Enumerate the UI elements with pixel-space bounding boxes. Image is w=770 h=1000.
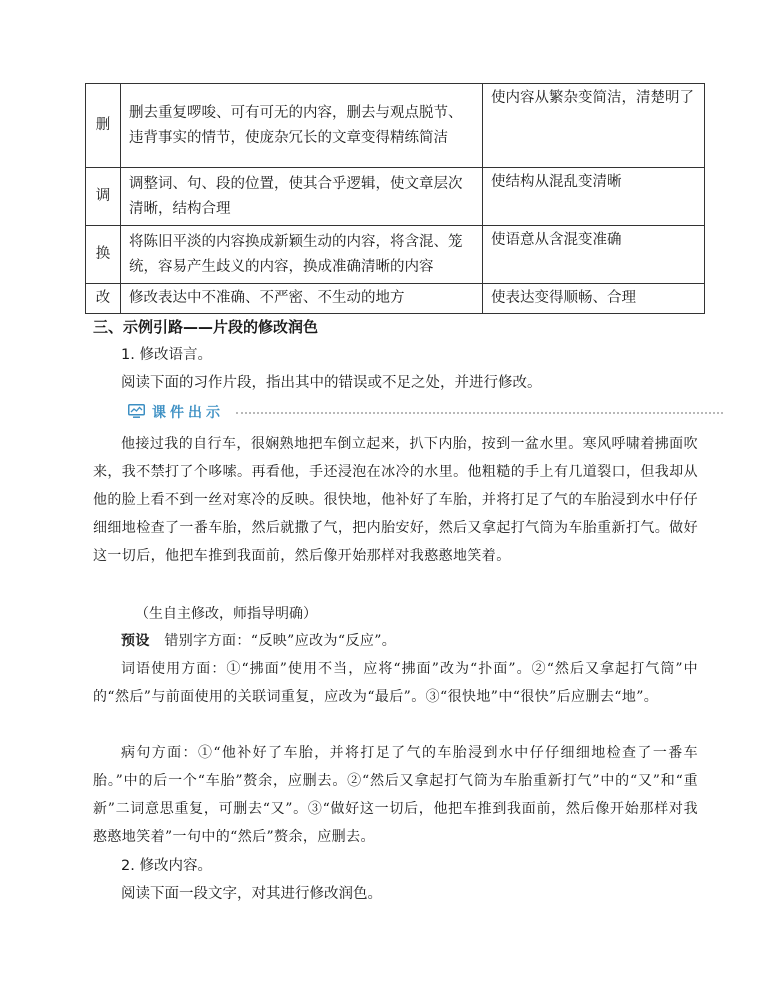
courseware-screen-icon xyxy=(128,404,145,418)
instruction-1: 阅读下面的习作片段，指出其中的错误或不足之处，并进行修改。 xyxy=(121,375,542,391)
typo-text: 错别字方面：“反映”应改为“反应”。 xyxy=(164,633,397,649)
table-row xyxy=(86,226,705,284)
answer-tag: 预设 xyxy=(121,633,150,649)
teacher-note: （生自主修改，师指导明确） xyxy=(135,606,317,622)
instruction-2: 阅读下面一段文字，对其进行修改润色。 xyxy=(121,886,382,902)
draft-passage: 他接过我的自行车，很娴熟地把车倒立起来，扒下内胎，按到一盆水里。寒风呼啸着拂面吹来，我不禁打了个哆嗦。再看他，手还浸泡在冰冷的水里。他粗糙的手上有几道裂口，但我却从他的脸上看不到一丝对寒冷的反映。很快地，他补好了车胎，并将打足了气的车胎浸到水中仔仔细细地检查了一番车胎，然后就撒了气，把内胎安好，然后又拿起打气筒为车胎重新打气。做好这一切后，他把车推到我面前，然后像开始那样对我憨憨地笑着。 xyxy=(93,436,698,564)
method-description: 修改表达中不准确、不严密、不生动的地方 xyxy=(121,284,483,314)
revision-methods-table xyxy=(85,83,705,314)
method-description: 调整词、句、段的位置，使其合乎逻辑，使文章层次清晰，结构合理 xyxy=(121,168,483,226)
method-name: 改 xyxy=(86,284,121,314)
method-name: 删 xyxy=(86,84,121,168)
method-description: 将陈旧平淡的内容换成新颖生动的内容，将含混、笼统，容易产生歧义的内容，换成准确清晰的内容 xyxy=(121,226,483,284)
method-effect: 使结构从混乱变清晰 xyxy=(483,168,705,226)
method-name: 换 xyxy=(86,226,121,284)
item-1-title: 1. 修改语言。 xyxy=(121,347,212,363)
answer-words: 词语使用方面：①“拂面”使用不当，应将“拂面”改为“扑面”。②“然后又拿起打气筒”中的“然后”与前面使用的关联词重复，应改为“最后”。③“很快地”中“很快”后应删去“地”。 xyxy=(93,661,698,705)
dotted-divider xyxy=(236,412,723,414)
table-row xyxy=(86,168,705,226)
item-2-title: 2. 修改内容。 xyxy=(121,858,212,874)
answer-sentences: 病句方面：①“他补好了车胎，并将打足了气的车胎浸到水中仔仔细细地检查了一番车胎。”中的后一个“车胎”赘余，应删去。②“然后又拿起打气筒为车胎重新打气”中的“又”和“重新”二词意思重复，可删去“又”。③“做好这一切后，他把车推到我面前，然后像开始那样对我憨憨地笑着”一句中的“然后”赘余，应删去。 xyxy=(93,745,698,845)
method-description: 删去重复啰唆、可有可无的内容，删去与观点脱节、违背事实的情节，使庞杂冗长的文章变得精练简洁 xyxy=(121,84,483,168)
table-row xyxy=(86,84,705,168)
method-effect: 使内容从繁杂变简洁，清楚明了 xyxy=(483,84,705,168)
table-row xyxy=(86,284,705,314)
courseware-banner xyxy=(128,402,723,422)
method-effect: 使语意从含混变准确 xyxy=(483,226,705,284)
method-effect: 使表达变得顺畅、合理 xyxy=(483,284,705,314)
section-heading: 三、示例引路——片段的修改润色 xyxy=(93,318,319,336)
answer-typo xyxy=(93,627,698,655)
courseware-label: 课件出示 xyxy=(152,405,224,421)
method-name: 调 xyxy=(86,168,121,226)
